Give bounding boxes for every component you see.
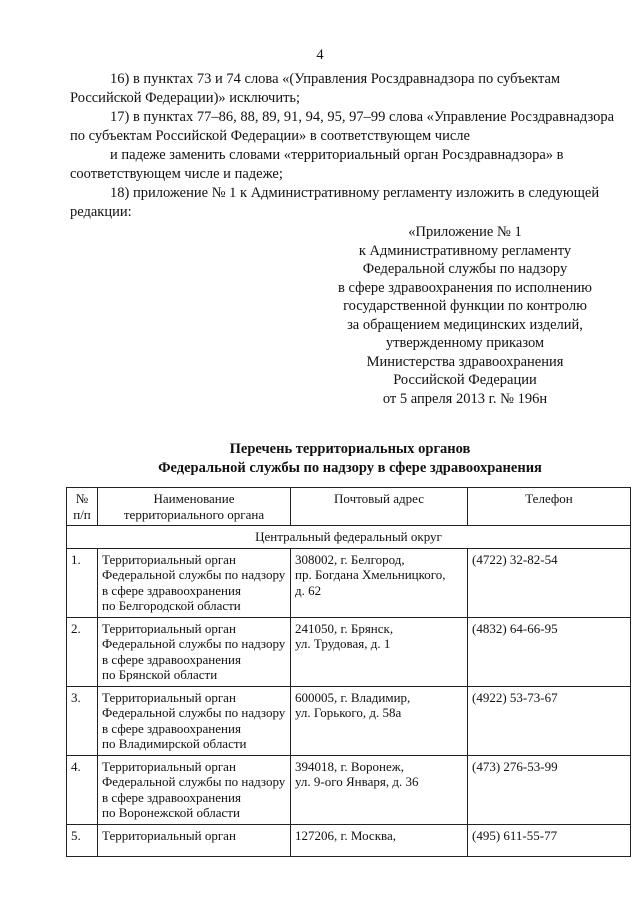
appendix-line: Федеральной службы по надзору xyxy=(362,261,568,277)
row-name: Территориальный орган Федеральной службы по надзору в сфере здравоохранения по Воронежской области xyxy=(98,755,291,824)
row-number: 2. xyxy=(67,617,98,686)
list-title-line: Перечень территориальных органов xyxy=(229,441,471,457)
row-phone: (4832) 64-66-95 xyxy=(468,617,631,686)
page-number: 4 xyxy=(316,47,324,63)
paragraph-18: 18) приложение № 1 к Административному регламенту изложить в следующей редакции: xyxy=(70,185,600,220)
appendix-line: государственной функции по контролю xyxy=(343,298,587,314)
row-address: 394018, г. Воронеж, ул. 9-ого Января, д. 36 xyxy=(291,755,468,824)
header-address: Почтовый адрес xyxy=(291,488,468,526)
appendix-line: за обращением медицинских изделий, xyxy=(347,316,583,333)
row-name: Территориальный орган xyxy=(98,824,291,856)
region-row xyxy=(67,526,631,549)
row-phone: (473) 276-53-99 xyxy=(468,755,631,824)
table-header-row xyxy=(67,488,631,526)
row-phone: (495) 611-55-77 xyxy=(468,824,631,856)
row-name: Территориальный орган Федеральной службы по надзору в сфере здравоохранения по Брянской области xyxy=(98,617,291,686)
appendix-heading xyxy=(330,223,600,408)
row-address: 127206, г. Москва, xyxy=(291,824,468,856)
appendix-line: Российской Федерации xyxy=(393,372,537,388)
header-phone: Телефон xyxy=(468,488,631,526)
row-phone: (4722) 32-82-54 xyxy=(468,548,631,617)
paragraph-17-continuation: и падеже заменить словами «территориальный орган Росздравнадзора» в соответствующем числе и падеже; xyxy=(70,147,564,182)
row-name: Территориальный орган Федеральной службы по надзору в сфере здравоохранения по Владимирской области xyxy=(98,686,291,755)
table-row xyxy=(67,548,631,617)
header-number: № п/п xyxy=(67,488,98,526)
row-number: 3. xyxy=(67,686,98,755)
paragraph-17: 17) в пунктах 77–86, 88, 89, 91, 94, 95, 97–99 слова «Управление Росздравнадзора по субъектам Российской Федерации» в соответствующем числе xyxy=(70,109,615,144)
row-address: 241050, г. Брянск, ул. Трудовая, д. 1 xyxy=(291,617,468,686)
appendix-line: «Приложение № 1 xyxy=(408,224,522,240)
table-row xyxy=(67,755,631,824)
row-number: 4. xyxy=(67,755,98,824)
appendix-line: Министерства здравоохранения xyxy=(366,353,564,370)
appendix-line: утвержденному приказом xyxy=(385,335,545,351)
territorial-bodies-table xyxy=(66,487,631,857)
row-phone: (4922) 53-73-67 xyxy=(468,686,631,755)
table-row xyxy=(67,617,631,686)
header-name: Наименование территориального органа xyxy=(98,488,291,526)
table-row xyxy=(67,824,631,856)
row-number: 1. xyxy=(67,548,98,617)
list-title-line: Федеральной службы по надзору в сфере здравоохранения xyxy=(158,460,542,476)
paragraph-16: 16) в пунктах 73 и 74 слова «(Управления Росздравнадзора по субъектам Российской Федерации)» исключить; xyxy=(70,71,561,106)
table-row xyxy=(67,686,631,755)
list-title xyxy=(70,440,630,478)
row-number: 5. xyxy=(67,824,98,856)
row-name: Территориальный орган Федеральной службы по надзору в сфере здравоохранения по Белгородской области xyxy=(98,548,291,617)
row-address: 308002, г. Белгород, пр. Богдана Хмельницкого, д. 62 xyxy=(291,548,468,617)
appendix-line: в сфере здравоохранения по исполнению xyxy=(337,279,593,296)
appendix-line: к Административному регламенту xyxy=(358,242,572,259)
row-address: 600005, г. Владимир, ул. Горького, д. 58а xyxy=(291,686,468,755)
appendix-line: от 5 апреля 2013 г. № 196н xyxy=(382,390,548,407)
region-name: Центральный федеральный округ xyxy=(67,526,631,549)
